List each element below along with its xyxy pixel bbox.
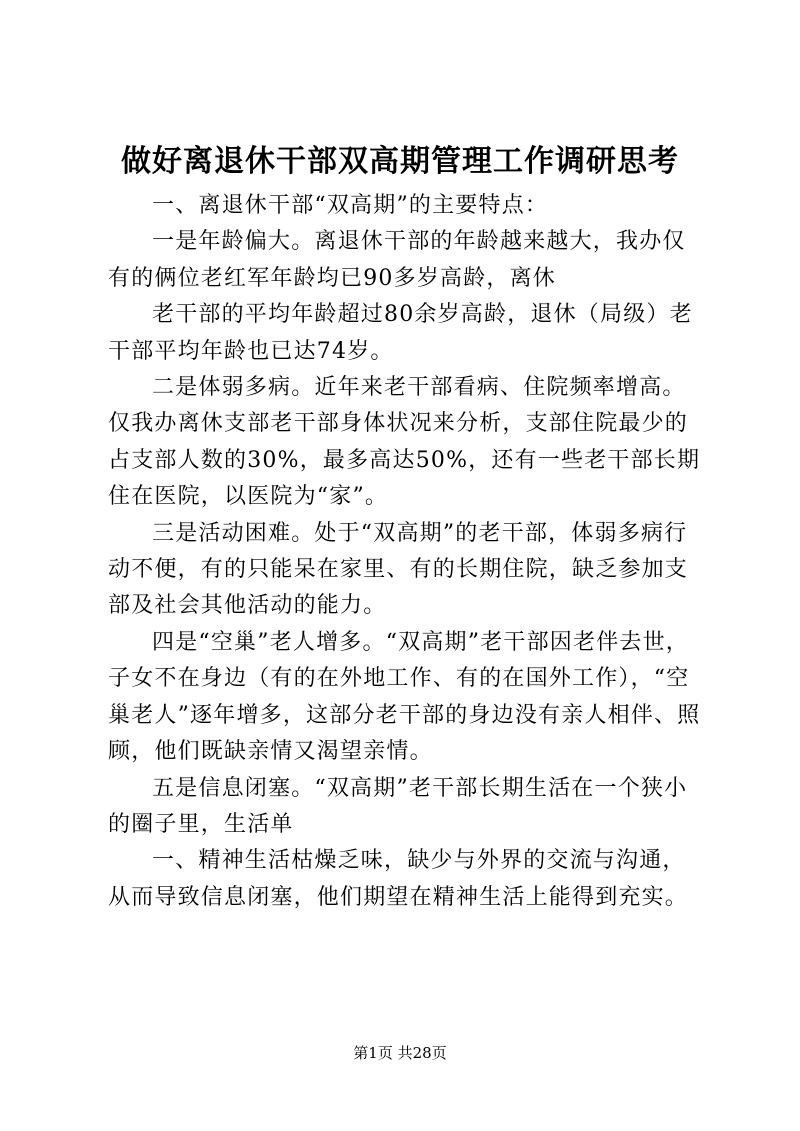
paragraph-age: 一是年龄偏大。离退休干部的年龄越来越大，我办仅有的俩位老红军年龄均已90多岁高龄，离休	[108, 229, 686, 291]
document-body	[108, 188, 708, 916]
paragraph-activity: 三是活动困难。处于“双高期”的老干部，体弱多病行动不便，有的只能呆在家里、有的长期住院，缺乏参加支部及社会其他活动的能力。	[108, 520, 689, 619]
paragraph-spiritual-life: 一、精神生活枯燥乏味，缺少与外界的交流与沟通，从而导致信息闭塞，他们期望在精神生活上能得到充实。	[108, 848, 689, 910]
paragraph-health: 二是体弱多病。近年来老干部看病、住院频率增高。仅我办离休支部老干部身体状况来分析，支部住院最少的占支部人数的30%，最多高达50%，还有一些老干部长期住在医院，以医院为“家”。	[108, 375, 701, 510]
paragraph-empty-nest: 四是“空巢”老人增多。“双高期”老干部因老伴去世，子女不在身边（有的在外地工作、有的在国外工作），“空巢老人”逐年增多，这部分老干部的身边没有亲人相伴、照顾，他们既缺亲情又渴望亲情。	[108, 629, 701, 765]
paragraph-information: 五是信息闭塞。“双高期”老干部长期生活在一个狭小的圈子里，生活单	[108, 775, 688, 837]
page-number-footer: 第1页 共28页	[353, 1044, 447, 1062]
section-heading: 一、离退休干部“双高期”的主要特点：	[152, 193, 549, 218]
paragraph-age-continued: 老干部的平均年龄超过80余岁高龄，退休（局级）老干部平均年龄也已达74岁。	[108, 302, 693, 364]
document-title: 做好离退休干部双高期管理工作调研思考	[121, 144, 679, 179]
